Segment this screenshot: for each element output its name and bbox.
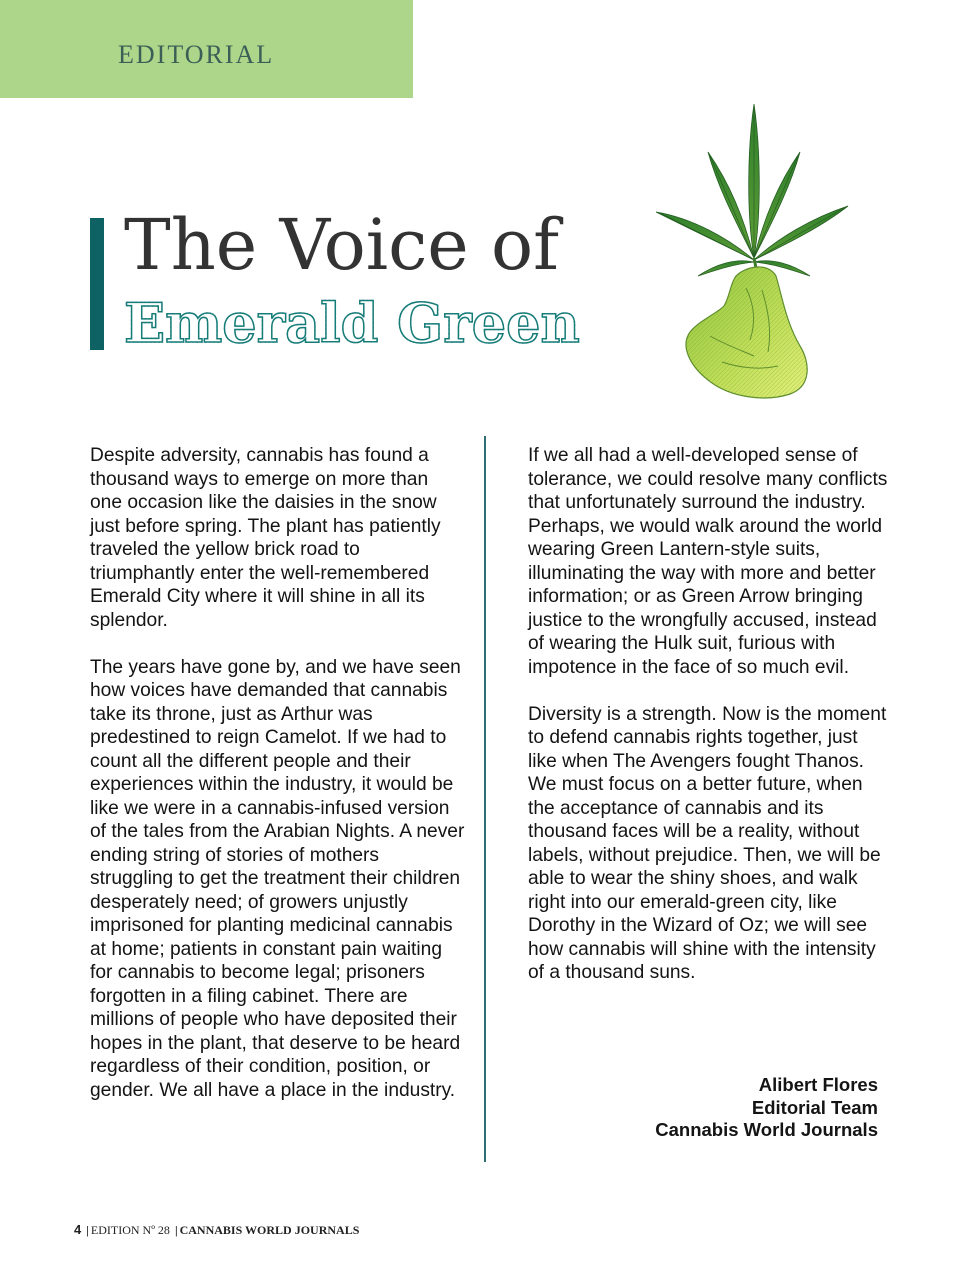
- article-title-highlight: Emerald Green: [124, 288, 580, 358]
- footer-separator: |: [174, 1223, 178, 1237]
- article-title: The Voice of: [124, 204, 560, 286]
- article-paragraph: Diversity is a strength. Now is the moment to defend cannabis rights together, just like when The Avengers fought Thanos. We must focus on a better future, when the acceptance of cannabis and its thousand faces will be a reality, without labels, without prejudice. Then, we will be able to wear the shiny shoes, and walk right into our emerald-green city, like Dorothy in the Wizard of Oz; we will see how cannabis will shine with the intensity of a thousand suns.: [528, 703, 887, 983]
- article-paragraph: The years have gone by, and we have seen how voices have demanded that cannabis take its throne, just as Arthur was predestined to reign Camelot. If we had to count all the different people and their experiences within the industry, it would be like we were in a cannabis-infused version of the tales from the Arabian Nights. A never ending string of stories of mothers struggling to get the treatment their children desperately need; of growers unjustly imprisoned for planting medicinal cannabis at home; patients in constant pain waiting for cannabis to become legal; prisoners forgotten in a filing cabinet. There are millions of people who have deposited their hopes in the plant, that deserve to be heard regardless of their condition, position, or gender. We all have a place in the industry.: [90, 656, 465, 1101]
- cannabis-leaf-in-hand-icon: [650, 100, 860, 400]
- column-divider: [484, 436, 486, 1162]
- author-name: Alibert Flores: [758, 1074, 878, 1095]
- author-publication: Cannabis World Journals: [655, 1119, 878, 1140]
- author-team: Editorial Team: [751, 1096, 878, 1118]
- section-label: EDITORIAL: [118, 40, 275, 69]
- title-accent-bar: [90, 218, 104, 350]
- edition-number: EDITION Nº 28: [90, 1223, 170, 1237]
- section-banner: [0, 0, 413, 98]
- author-signature: [655, 1074, 878, 1142]
- article-column-right: [528, 444, 888, 1008]
- page-footer: [74, 1222, 359, 1238]
- article-paragraph: Despite adversity, cannabis has found a thousand ways to emerge on more than one occasion like the daisies in the snow just before spring. The plant has patiently traveled the yellow brick road to triumphantly enter the well-remembered Emerald City where it will shine in all its splendor.: [90, 445, 441, 631]
- page-number: 4: [74, 1222, 82, 1237]
- footer-separator: |: [86, 1223, 89, 1237]
- magazine-name: CANNABIS WORLD JOURNALS: [179, 1223, 360, 1237]
- article-paragraph: If we all had a well-developed sense of tolerance, we could resolve many conflicts that unfortunately surround the industry. Perhaps, we would walk around the world wearing Green Lantern-style suits, illuminating the way with more and better information; or as Green Arrow bringing justice to the wrongfully accused, instead of wearing the Hulk suit, furious with impotence in the face of so much evil.: [528, 445, 888, 678]
- article-column-left: [90, 444, 465, 1126]
